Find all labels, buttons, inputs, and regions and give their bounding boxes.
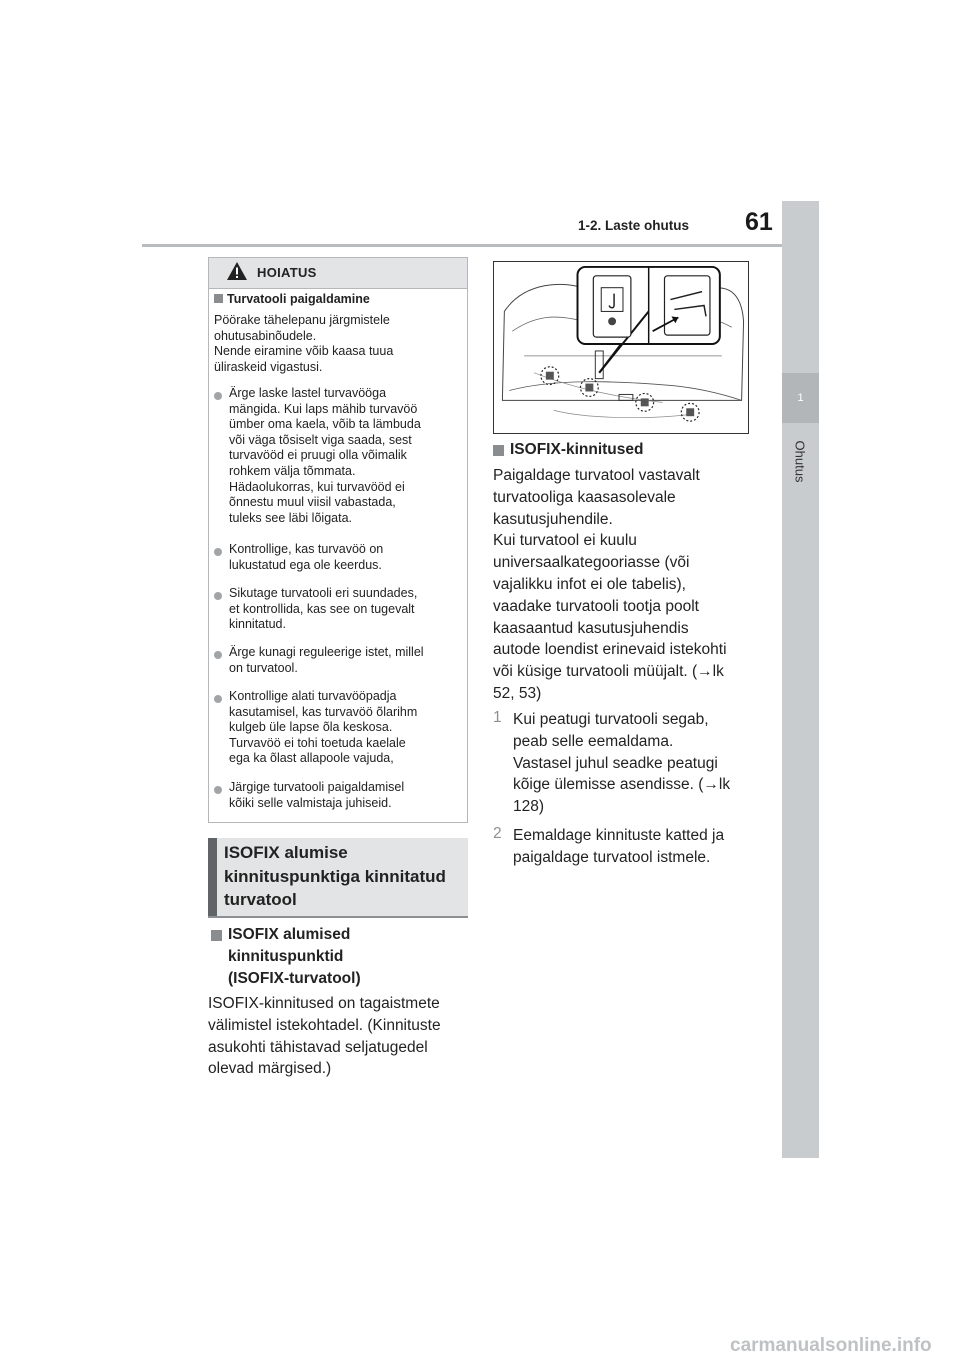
warning-item-line: kinnitatud. xyxy=(229,617,286,632)
step-number: 1 xyxy=(493,709,502,726)
section-heading xyxy=(224,841,464,912)
bullet-icon xyxy=(214,786,222,794)
body-line: vajalikku infot ei ole tabelis), xyxy=(493,575,686,593)
chapter-number: 1 xyxy=(797,392,804,404)
warning-item-line: rohkem välja tõmmata. xyxy=(229,463,356,478)
warning-item-line: kasutamisel, kas turvavöö õlarihm xyxy=(229,704,418,719)
section-heading-line: ISOFIX alumise xyxy=(224,843,348,862)
warning-item-line: Turvavöö ei tohi toetuda kaelale xyxy=(229,735,406,750)
step-line: 128) xyxy=(513,798,545,816)
body-line: turvatooliga kaasasolevale xyxy=(493,488,676,506)
warning-subheading: Turvatooli paigaldamine xyxy=(214,292,370,306)
section-heading-bar xyxy=(208,838,217,916)
warning-intro-line: ohutusabinõudele. xyxy=(214,328,317,343)
step-text xyxy=(513,825,768,869)
warning-item-line: lukustatud ega ole keerdus. xyxy=(229,557,382,572)
warning-item xyxy=(229,586,459,633)
body-line: 52, 53) xyxy=(493,684,542,702)
warning-intro-line: Nende eiramine võib kaasa tuua xyxy=(214,344,394,359)
warning-title: HOIATUS xyxy=(257,265,317,280)
warning-item-line: Hädaolukorras, kui turvavööd ei xyxy=(229,479,405,494)
warning-item-line: Kontrollige alati turvavööpadja xyxy=(229,689,397,703)
step-line: Vastasel juhul seadke peatugi xyxy=(513,754,718,772)
body-line: või küsige turvatooli müüjalt. (→lk xyxy=(493,663,724,681)
step-text xyxy=(513,709,768,818)
section-heading-line: turvatool xyxy=(224,890,297,909)
square-bullet-icon xyxy=(214,294,223,303)
body-line: autode loendist erinevaid istekohti xyxy=(493,641,727,659)
body-line: universaalkategooriasse (või xyxy=(493,554,690,572)
warning-item-line: et kontrollida, kas see on tugevalt xyxy=(229,601,415,616)
isofix-anchors-text xyxy=(493,465,763,705)
body-line: vaadake turvatooli tootja poolt xyxy=(493,597,699,615)
bullet-icon xyxy=(214,392,222,400)
warning-item-line: Ärge laske lastel turvavööga xyxy=(229,386,387,400)
warning-item-line: või väga tõsiselt viga saada, sest xyxy=(229,432,412,447)
warning-item xyxy=(229,645,459,676)
square-bullet-icon xyxy=(493,445,504,456)
body-line: kaasaantud kasutusjuhendis xyxy=(493,619,689,637)
warning-item-line: on turvatool. xyxy=(229,660,298,675)
warning-item-line: ümber oma kaela, võib ta lämbuda xyxy=(229,417,421,432)
section-heading-line: kinnituspunktiga kinnitatud xyxy=(224,866,446,886)
warning-item-line: Kontrollige, kas turvavöö on xyxy=(229,542,384,556)
page-number: 61 xyxy=(745,208,773,236)
isofix-anchor-illustration xyxy=(493,261,749,434)
step-line: kõige ülemisse asendisse. (→lk xyxy=(513,776,731,794)
footer-watermark[interactable]: carmanualsonline.info xyxy=(730,1335,932,1356)
step-line: peab selle eemaldama. xyxy=(513,732,674,750)
heading-line: kinnituspunktid xyxy=(228,947,344,965)
bullet-icon xyxy=(214,695,222,703)
isofix-lower-text xyxy=(208,993,473,1080)
body-line: olevad märgised.) xyxy=(208,1060,332,1078)
body-line: ISOFIX-kinnitused on tagaistmete xyxy=(208,995,440,1012)
heading-line: ISOFIX alumised xyxy=(228,926,351,943)
warning-item-line: kõiki selle valmistaja juhiseid. xyxy=(229,795,392,810)
warning-item xyxy=(229,386,459,526)
heading-line: (ISOFIX-turvatool) xyxy=(228,969,361,987)
section-title: 1-2. Laste ohutus xyxy=(578,218,690,233)
body-line: välimistel istekohtadel. (Kinnituste xyxy=(208,1016,441,1034)
step-number: 2 xyxy=(493,825,502,842)
warning-item-line: ega ka õlast allapoole vajuda, xyxy=(229,751,394,766)
warning-item-line: turvavööd ei pruugi olla võimalik xyxy=(229,448,407,463)
warning-item-line: õnnestu muul viisil vabastada, xyxy=(229,495,396,510)
warning-item-line: Ärge kunagi reguleerige istet, millel xyxy=(229,645,424,659)
warning-item xyxy=(229,542,459,573)
bullet-icon xyxy=(214,592,222,600)
warning-triangle-icon xyxy=(226,261,248,281)
warning-intro-line: Pöörake tähelepanu järgmistele xyxy=(214,313,390,327)
warning-item-line: tuleks see läbi lõigata. xyxy=(229,510,352,525)
warning-item-line: Järgige turvatooli paigaldamisel xyxy=(229,780,405,794)
isofix-lower-heading xyxy=(228,924,468,989)
step-line: paigaldage turvatool istmele. xyxy=(513,848,711,866)
warning-item-line: mängida. Kui laps mähib turvavöö xyxy=(229,401,418,416)
body-line: kasutusjuhendile. xyxy=(493,510,613,528)
warning-item-line: kulgeb üle lapse õla keskosa. xyxy=(229,720,393,735)
step-line: Eemaldage kinnituste katted ja xyxy=(513,827,725,844)
square-bullet-icon xyxy=(211,930,222,941)
header-divider xyxy=(142,244,782,247)
body-line: Paigaldage turvatool vastavalt xyxy=(493,467,700,484)
bullet-icon xyxy=(214,548,222,556)
warning-item-line: Sikutage turvatooli eri suundades, xyxy=(229,586,418,600)
warning-item xyxy=(229,780,459,811)
body-line: asukohti tähistavad seljatugedel xyxy=(208,1038,428,1056)
chapter-label: Ohutus xyxy=(792,440,808,483)
warning-intro-line: üliraskeid vigastusi. xyxy=(214,359,323,374)
isofix-anchors-heading: ISOFIX-kinnitused xyxy=(510,441,644,458)
warning-intro xyxy=(214,313,464,375)
bullet-icon xyxy=(214,651,222,659)
body-line: Kui turvatool ei kuulu xyxy=(493,532,637,550)
warning-item xyxy=(229,689,459,767)
chapter-side-tab xyxy=(782,201,819,1158)
step-line: Kui peatugi turvatooli segab, xyxy=(513,711,709,728)
